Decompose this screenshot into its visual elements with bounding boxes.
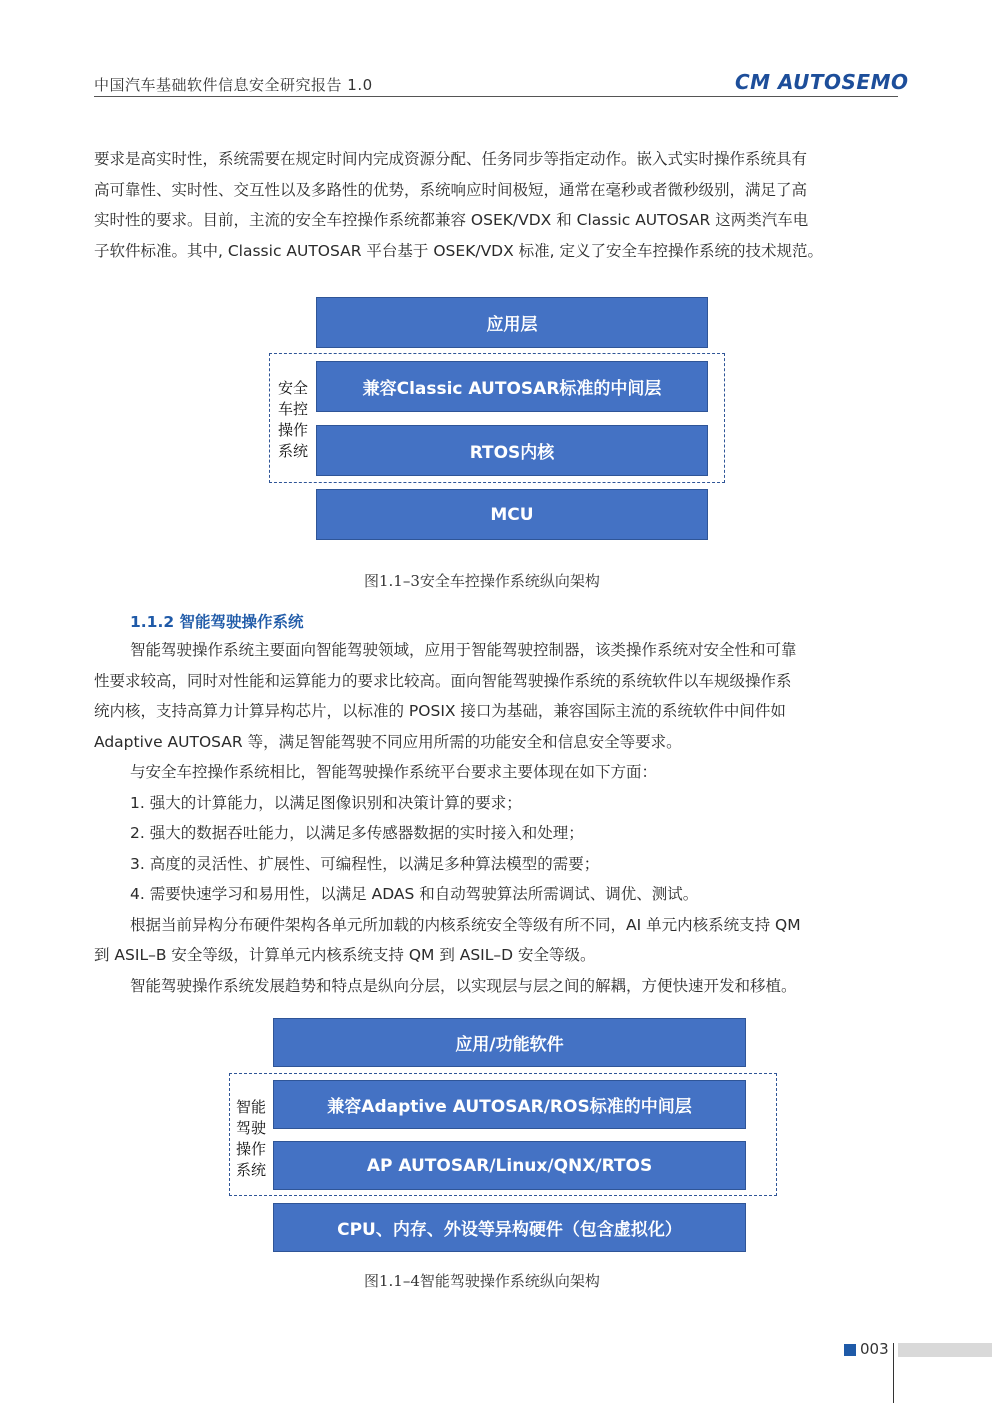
header-divider: [94, 96, 898, 97]
figure2-os-kernel-layer: AP AUTOSAR/Linux/QNX/RTOS: [273, 1141, 746, 1190]
figure1-side-label: 安全车控操作系统: [277, 379, 308, 460]
body-line: 与安全车控操作系统相比，智能驾驶操作系统平台要求主要体现在如下方面：: [130, 763, 658, 781]
intro-line: 要求是高实时性，系统需要在规定时间内完成资源分配、任务同步等指定动作。嵌入式实时操作系统具有: [94, 150, 808, 168]
page-number: 003: [860, 1340, 889, 1358]
list-item: 4. 需要快速学习和易用性，以满足 ADAS 和自动驾驶算法所需调试、调优、测试。: [130, 885, 699, 903]
figure2-side-label: 智能驾驶操作系统: [235, 1098, 266, 1179]
body-line: 统内核，支持高算力计算异构芯片，以标准的 POSIX 接口为基础，兼容国际主流的系统软件中间件如: [94, 702, 786, 720]
footer-bar: [898, 1343, 992, 1357]
body-line: 性要求较高，同时对性能和运算能力的要求比较高。面向智能驾驶操作系统的系统软件以车规级操作系: [94, 671, 792, 690]
figure2-caption: 图1.1–4智能驾驶操作系统纵向架构: [364, 1272, 600, 1290]
list-item: 2. 强大的数据吞吐能力，以满足多传感器数据的实时接入和处理；: [130, 824, 584, 842]
body-line: 根据当前异构分布硬件架构各单元所加载的内核系统安全等级有所不同，AI 单元内核系统支持 QM: [130, 915, 801, 934]
figure1-caption: 图1.1–3安全车控操作系统纵向架构: [364, 572, 600, 590]
figure2-hardware-layer: CPU、内存、外设等异构硬件（包含虚拟化）: [273, 1203, 746, 1252]
body-line: 智能驾驶操作系统主要面向智能驾驶领域，应用于智能驾驶控制器，该类操作系统对安全性和可靠: [130, 641, 797, 659]
footer-divider: [893, 1343, 894, 1403]
body-line: 智能驾驶操作系统发展趋势和特点是纵向分层，以实现层与层之间的解耦，方便快速开发和移植。: [130, 976, 797, 995]
body-paragraphs: [94, 635, 898, 1001]
figure2-middleware-layer: 兼容Adaptive AUTOSAR/ROS标准的中间层: [273, 1080, 746, 1129]
body-line: Adaptive AUTOSAR 等，满足智能驾驶不同应用所需的功能安全和信息安全等要求。: [94, 732, 682, 751]
figure1-middleware-layer: 兼容Classic AUTOSAR标准的中间层: [316, 361, 708, 412]
list-item: 1. 强大的计算能力，以满足图像识别和决策计算的要求；: [130, 793, 522, 812]
figure1-rtos-kernel-layer: RTOS内核: [316, 425, 708, 476]
figure1-mcu-layer: MCU: [316, 489, 708, 540]
figure2-application-layer: 应用/功能软件: [273, 1018, 746, 1067]
intro-paragraph: [94, 144, 898, 266]
autosemo-logo: CM AUTOSEMO: [735, 70, 909, 94]
figure1-application-layer: 应用层: [316, 297, 708, 348]
page-marker-icon: [844, 1344, 856, 1356]
intro-line: 实时性的要求。目前，主流的安全车控操作系统都兼容 OSEK/VDX 和 Classic AUTOSAR 这两类汽车电: [94, 211, 809, 229]
intro-line: 子软件标准。其中, Classic AUTOSAR 平台基于 OSEK/VDX 标准, 定义了安全车控操作系统的技术规范。: [94, 241, 824, 260]
header-title: 中国汽车基础软件信息安全研究报告 1.0: [94, 76, 373, 94]
body-line: 到 ASIL–B 安全等级，计算单元内核系统支持 QM 到 ASIL–D 安全等级。: [94, 946, 596, 964]
list-item: 3. 高度的灵活性、扩展性、可编程性，以满足多种算法模型的需要；: [130, 854, 600, 873]
intro-line: 高可靠性、实时性、交互性以及多路性的优势，系统响应时间极短，通常在毫秒或者微秒级别，满足了高: [94, 180, 808, 199]
section-heading: 1.1.2 智能驾驶操作系统: [130, 613, 304, 631]
